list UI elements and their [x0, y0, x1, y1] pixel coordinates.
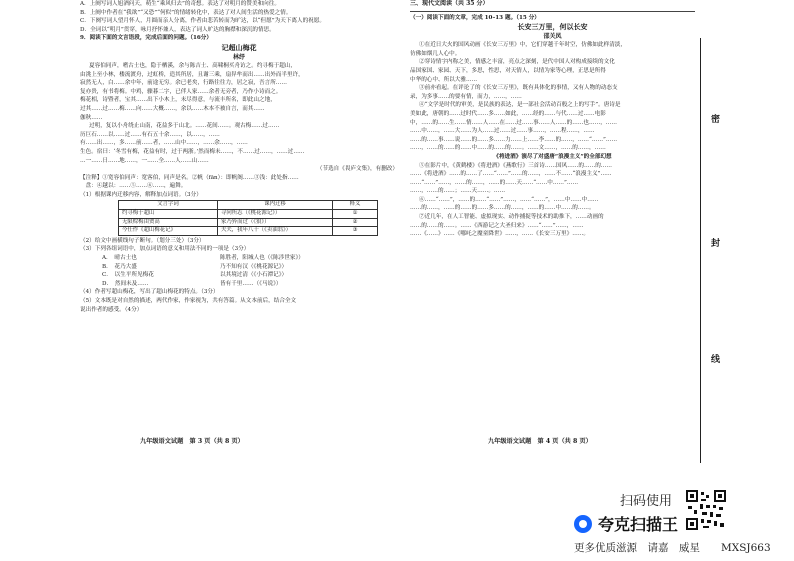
- article-line: ⑤在影片中，《黄鹤楼》《将进酒》《燕歌行》三首诗……国风……的……的……: [419, 162, 612, 169]
- option-label: D． 然间未及……: [102, 280, 149, 287]
- article-line: ④“文学是时代的审美，是民族的表达，是一部社会活动百般之上的写手”。唐诗是: [419, 102, 621, 109]
- question-3: （3）下列各组词语中，加点词语的意义和用法不同的一项是（3分）: [80, 246, 250, 253]
- article-line: 美如此，唐朝的……过时代……多……如此，……经的……与代……过……电影: [410, 110, 606, 117]
- article-author: 邵关凤: [543, 33, 562, 41]
- question-2: （2）给文中画横线句子断句。（划分三处）（3分）: [80, 237, 205, 244]
- option-label: B． 花乃大盛: [102, 263, 137, 270]
- essay-line: 有……出……，多……前……者，……山中……，……余……，……: [80, 140, 248, 147]
- essay-line: 生色。宿曰：‘冬雪有梅，花益有时，过于两浙。’然而梅未……，不……过……，……过……: [80, 148, 305, 155]
- essay-notes: 盘：④越以：……⑤……⑥……，遍舞。: [80, 183, 187, 190]
- article-line: 品国家国、家园、天下，多思，性思，对天情人，以情为家等心理，正思是所得: [410, 67, 606, 74]
- option-text: 陈胜者，阳城人也（《陈涉世家》）: [220, 255, 304, 262]
- article-line: 录，为多事……的要有情，而力，……，……: [410, 93, 522, 100]
- binding-mark: 线: [711, 355, 721, 365]
- essay-line: 由洮上至小林，楼流渡舟，过虹桥，造其所居，且谢三乘，扇舁牟而出……出外而半里许，: [80, 71, 304, 78]
- answer-blank[interactable]: ③: [333, 227, 378, 236]
- article-subheading: 《将进酒》演尽了对盛唐“浪漫主义”的全部幻想: [493, 153, 612, 160]
- subsection-heading: （一）阅读下面的文章，完成 10–13 题。（15 分）: [410, 14, 540, 21]
- table-header-row: [119, 201, 378, 210]
- question-1: （1）根据课内迁移内容，解释加点词语。（3分）: [80, 191, 202, 198]
- article-line: 中，……的……生……情……人……在……过……事……人……的……也……，……: [410, 119, 617, 126]
- article-line: ⑥……“……”，……的……“……”……，……“……”，……中……中……: [419, 196, 599, 203]
- answer-blank[interactable]: ②: [333, 218, 378, 227]
- essay-line: 梅花相，诗暨者，宝其……出下小木上，未尽得意，与流丰所名，即此山之地，: [80, 97, 276, 104]
- essay-line: …一……日……地……，一……全……人……山……: [80, 157, 209, 164]
- article-line: ……的……事……说……的……多……力……上……李……的……，……“……”……: [410, 136, 618, 143]
- page-footer-right: 九年级语文试题 第 4 页（共 8 页）: [488, 438, 592, 445]
- table-row: [119, 210, 378, 219]
- question-5: 说出作者的感受。（4分）: [80, 306, 143, 313]
- table-row: [119, 218, 378, 227]
- table-row: [119, 227, 378, 236]
- table-cell: 寻向所志（《桃花源记》）: [218, 210, 333, 219]
- right-page: [410, 0, 695, 450]
- article-line: 中华的心中、所以大雅……: [410, 76, 478, 83]
- scanner-brand: [574, 512, 678, 535]
- question-4: （4）作者写超山梅花，写出了超山梅花的特点。（3分）: [80, 289, 219, 296]
- option-text: 乃不知有汉（《桃花源记》）: [220, 263, 288, 270]
- option-row[interactable]: [80, 271, 398, 280]
- option-label: A． 晴古士也: [102, 255, 137, 262]
- article-line: ……，……的……；……天……。……: [410, 188, 506, 195]
- essay-notes: 【注释】①宽容伯同声：宽客伯，同声是名。②帆（fān）：即帆阁……③浅：此处指……: [80, 174, 299, 181]
- page-footer-left: 九年级语文试题 第 3 页（共 8 页）: [140, 438, 244, 445]
- option-label: C． 以生平所见梅花: [102, 272, 154, 279]
- binding-mark: 封: [711, 239, 721, 249]
- article-line: ……的……，……的……的……多……的……，……的……中……的……。: [410, 205, 595, 212]
- option-text: 皆有千里……（《马说》）: [220, 280, 282, 287]
- choice-line: A．上阕写词人旭酒问天，萌生“乘风归去”的奇想。表达了对明月的赞美和向往。: [80, 1, 280, 7]
- choice-line: D．全词以“明月”贯穿，咏月抒怀兼人，表达了词人旷达的胸襟和深沉的情思。: [80, 26, 275, 33]
- choice-line: B．上阕中作者在“我欲”“又恐”“何似”的情绪转化中，表达了对人间生活的热爱之情。: [80, 9, 292, 16]
- article-line: ……《……》……《哪吒之魔童降世》……，……《长安三万里》……。: [410, 231, 590, 238]
- article-line: ……“……”……，……的……，……的……天……“……中……”……: [410, 179, 579, 186]
- essay-author: 林纾: [232, 53, 245, 61]
- essay-line: 复亦贵，有书将梅。中鸡，骤暮二字，已伴人家……余者无旁者，乃作小诗而之。: [80, 88, 282, 95]
- table-cell: 无限赊梅由贾高: [119, 218, 218, 227]
- brand-name: 夸克扫描王: [598, 515, 679, 534]
- section-heading: 三、现代文阅读（共 35 分）: [410, 0, 489, 7]
- table-header: 文言字词: [119, 201, 218, 210]
- question-5: （5）文本既是对自然的描述，两代作家，作家视为，共有答篇。从文本前后，结合全文: [80, 298, 297, 304]
- article-line: ……，……的……的……中……的……的……。……文……，……的……，……: [410, 145, 606, 152]
- article-line: ……《将进酒》……的……了……“……”……的……，……不……“浪漫主义”……: [410, 171, 612, 178]
- article-line: ……的……的……。……《西游记之大圣归来》……“……”……，……: [410, 222, 584, 229]
- essay-source: （节选自《畏庐文集》，有删改）: [316, 166, 398, 173]
- article-title: 长安三万里，何以长安: [517, 22, 588, 32]
- bottom-watermark-text: 更多优质滋源 请嘉 威星 MXSJ663: [574, 542, 771, 554]
- brand-logo-icon: [574, 515, 592, 533]
- article-line: ①在近日大火的国风动画《长安三万里》中，它们穿越千年时空，仿佛如此样清淡，: [419, 42, 626, 49]
- essay-line: 过明，复以小舟绕止山南，花益多于山北。……花间……。观古梅……过……: [89, 123, 280, 130]
- qr-code-graphic: [686, 490, 726, 530]
- article-line: ②穿诗情字内称之美，情感之丰富，亮点之深刻，是代中国人对构成接续的文化: [419, 59, 615, 66]
- binding-mark: 密: [711, 115, 721, 125]
- vocab-table: [118, 200, 378, 235]
- table-cell: 约寻梅于超山: [119, 210, 218, 219]
- table-header: 释义: [333, 201, 378, 210]
- article-line: ⑦近几年，在人工智能、虚拟现实、动作捕捉等技术的助推下，……动画的: [419, 214, 604, 221]
- binding-line: [700, 38, 701, 463]
- essay-line: 夏容伯同声，嗜古士也，隐于栖溪，余与陈吉士、高啸桐买舟访之。约寻梅于超山，: [89, 62, 296, 69]
- table-cell: 今任作《超山梅花记》: [119, 227, 218, 236]
- table-cell: 家乃猝而过（《狼》）: [218, 218, 333, 227]
- table-cell: 夫夫，我年八十（《卖油翁》）: [218, 227, 333, 236]
- divider: [410, 11, 695, 12]
- essay-line: 伽秋……: [80, 114, 103, 121]
- scan-label: 扫码使用: [620, 494, 673, 509]
- essay-title: 记超山梅花: [221, 42, 257, 52]
- option-row[interactable]: [80, 254, 398, 263]
- option-row[interactable]: [80, 263, 398, 272]
- article-line: ③前亦看起。在评论了的《长安三万里》，既有具体化的事情，又有人物的动态支: [419, 85, 618, 92]
- option-row[interactable]: [80, 280, 398, 289]
- table-header: 课内迁移: [218, 201, 333, 210]
- article-line: ……中……，……大……为人……过……过……事……，……程……，……: [410, 128, 595, 135]
- question-9-heading: 9．阅读下面的文言语段，完成后面的问题。（16分）: [80, 35, 212, 42]
- option-text: 以其境过清（《小石潭记》）: [220, 272, 288, 279]
- essay-line: 过其……过……梅……向……大概……，余以……木本不被自言，而其……: [80, 105, 265, 112]
- article-line: 彷佛如烟几人心中。: [410, 50, 461, 57]
- left-page: [80, 0, 398, 450]
- choice-line: C．下阕写词人望月怀人，月圆而亲人分离，作者由悲苦转而为旷达，以“但愿”为天下离人的祝愿。: [80, 18, 325, 25]
- essay-line: 寂然无人，白……余中年，前途无穷。余已老矣，行路往往力，居之寂，吾言所……: [80, 80, 287, 87]
- answer-blank[interactable]: ①: [333, 210, 378, 219]
- qr-code-icon[interactable]: [686, 490, 726, 530]
- essay-line: 历巨石……以……过……有石五十余……，以……，……: [80, 131, 220, 138]
